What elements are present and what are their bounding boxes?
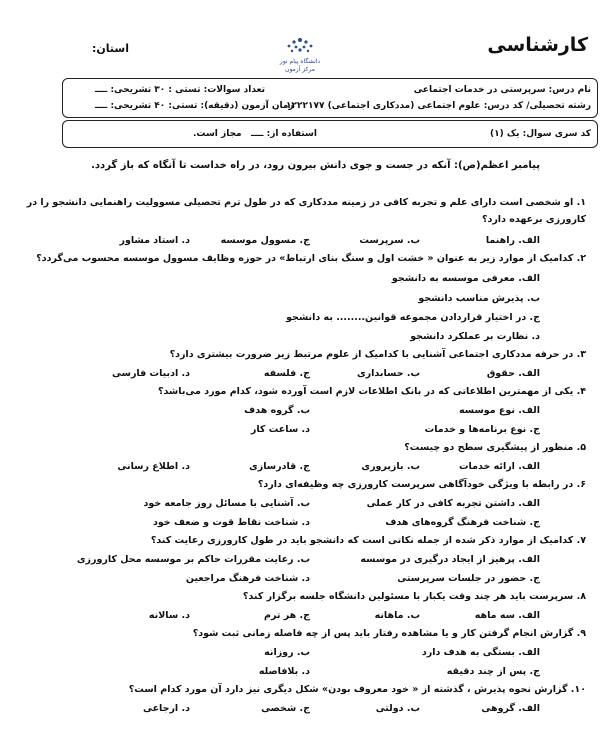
question-9: ۹. گزارش انجام گرفتن کار و یا مشاهده رفتار باید پس از چه فاصله زمانی ثبت شود؟ bbox=[192, 628, 586, 639]
question-1-line-1: ۱. او شخصی است دارای علم و تجربه کافی در زمینه مددکاری که در طول ترم تحصیلی مسوولیت راهنمایی دانشجو را در bbox=[26, 197, 586, 208]
q9-option-b: ب. روزانه bbox=[264, 647, 310, 658]
quote: پیامبر اعظم(ص): آنکه در جست و جوی دانش بیرون رود، در راه خداست تا آنگاه که باز گردد. bbox=[91, 160, 540, 171]
q1-option-b: ب. سرپرست bbox=[359, 235, 420, 246]
permitted-label: مجاز است. bbox=[193, 129, 242, 139]
question-10: ۱۰. گزارش نحوه پذیرش ، گذشته از « خود معروف بودن» شکل دیگری نیز دارد آن مورد کدام است؟ bbox=[128, 684, 586, 695]
svg-text:دانشگاه پیام نور: دانشگاه پیام نور bbox=[279, 58, 321, 65]
q3-option-a: الف. حقوق bbox=[486, 368, 540, 379]
question-6: ۶. در رابطه با ویژگی خودآگاهی سرپرست کارورزی چه وظیفه‌ای دارد؟ bbox=[257, 479, 586, 490]
q10-option-c: ج. شخصی bbox=[261, 703, 310, 714]
q10-option-a: الف. گروهی bbox=[481, 703, 540, 714]
question-2: ۲. کدامیک از موارد زیر به عنوان « خشت اول و سنگ بنای ارتباط» در حوزه وظایف مسوول موسسه محسوب می‌گردد؟ bbox=[36, 253, 586, 264]
q8-option-b: ب. ماهانه bbox=[374, 610, 420, 621]
q5-option-d: د. اطلاع رسانی bbox=[117, 461, 190, 472]
q8-option-c: ج. هر ترم bbox=[263, 610, 310, 621]
question-7: ۷. کدامیک از موارد ذکر شده از جمله نکاتی است که دانشجو باید در طول کارورزی رعایت کند؟ bbox=[150, 535, 586, 546]
q2-option-a: الف. معرفی موسسه به دانشجو bbox=[391, 273, 540, 284]
q5-option-b: ب. بازپروری bbox=[361, 461, 420, 472]
q9-option-c: ج. پس از چند دقیقه bbox=[446, 666, 540, 677]
province-label: استان: bbox=[92, 42, 129, 55]
question-count: تعداد سوالات: تستی : ۳۰ تشریحی: ــــ bbox=[95, 85, 266, 95]
q7-option-a: الف. پرهیز از ایجاد درگیری در موسسه bbox=[360, 554, 540, 565]
q2-option-c: ج. در اختیار قراردادن مجموعه قوانین........ به دانشجو bbox=[286, 312, 540, 323]
q5-option-a: الف. ارائه خدمات bbox=[458, 461, 540, 472]
q9-option-a: الف. بستگی به هدف دارد bbox=[421, 647, 540, 658]
q7-option-c: ج. حضور در جلسات سرپرستی bbox=[397, 573, 540, 584]
usage-label: استفاده از: ــــ bbox=[251, 129, 317, 139]
course-name: نام درس: سرپرستی در خدمات اجتماعی bbox=[413, 85, 591, 95]
q2-option-b: ب. پذیرش مناسب دانشجو bbox=[418, 293, 540, 304]
exam-info-box bbox=[62, 78, 598, 118]
university-logo bbox=[274, 30, 326, 74]
q9-option-d: د. بلافاصله bbox=[258, 666, 310, 677]
question-3: ۳. در حرفه مددکاری اجتماعی آشنایی با کدامیک از علوم مرتبط زیر ضرورت بیشتری دارد؟ bbox=[169, 349, 586, 360]
question-8: ۸. سرپرست باید هر چند وقت یکبار با مسئولین دانشگاه جلسه برگزار کند؟ bbox=[242, 591, 586, 602]
q6-option-a: الف. داشتن تجربه کافی در کار عملی bbox=[366, 498, 540, 509]
q1-option-d: د. استاد مشاور bbox=[119, 235, 190, 246]
exam-series-box bbox=[62, 120, 598, 148]
q3-option-b: ب. حسابداری bbox=[356, 368, 420, 379]
q6-option-c: ج. شناخت فرهنگ گروه‌های هدف bbox=[385, 517, 540, 528]
q7-option-b: ب. رعایت مقررات حاکم بر موسسه محل کارورزی bbox=[76, 554, 310, 565]
q2-option-d: د. نظارت بر عملکرد دانشجو bbox=[410, 331, 540, 342]
q8-option-a: الف. سه ماهه bbox=[474, 610, 540, 621]
exam-time: زمان آزمون (دقیقه): تستی: ۴۰ تشریحی: ــــ bbox=[95, 101, 294, 111]
q1-option-a: الف. راهنما bbox=[485, 235, 540, 246]
field-code: رشته تحصیلی/ کد درس: علوم اجتماعی (مددکاری اجتماعی) ۱۲۲۲۱۷۷ bbox=[286, 101, 591, 111]
q7-option-d: د. شناخت فرهنگ مراجعین bbox=[185, 573, 310, 584]
q6-option-d: د. شناخت نقاط قوت و ضعف خود bbox=[152, 517, 310, 528]
q4-option-a: الف. نوع موسسه bbox=[459, 405, 540, 416]
q5-option-c: ج. قادرسازی bbox=[249, 461, 310, 472]
q4-option-b: ب. گروه هدف bbox=[244, 405, 310, 416]
q3-option-d: د. ادبیات فارسی bbox=[112, 368, 190, 379]
q10-option-d: د. ارجاعی bbox=[142, 703, 190, 714]
q3-option-c: ج. فلسفه bbox=[263, 368, 310, 379]
question-4: ۴. یکی از مهمترین اطلاعاتی که در بانک اطلاعات لازم است آورده شود، کدام مورد می‌باشد؟ bbox=[157, 386, 586, 397]
q10-option-b: ب. دولتی bbox=[375, 703, 420, 714]
exam-title: کارشناسی bbox=[487, 34, 588, 56]
q4-option-c: ج. نوع برنامه‌ها و خدمات bbox=[424, 424, 540, 435]
q4-option-d: د. ساعت کار bbox=[250, 424, 310, 435]
question-5: ۵. منظور از پیشگیری سطح دو چیست؟ bbox=[404, 442, 586, 453]
question-1-line-2: کارورزی برعهده دارد؟ bbox=[481, 214, 586, 225]
svg-text:مرکز آزمون: مرکز آزمون bbox=[285, 66, 315, 73]
q6-option-b: ب. آشنایی با مسائل روز جامعه خود bbox=[143, 498, 310, 509]
series-code: کد سری سوال: یک (۱) bbox=[490, 129, 591, 139]
q8-option-d: د. سالانه bbox=[148, 610, 190, 621]
q1-option-c: ج. مسوول موسسه bbox=[220, 235, 310, 246]
